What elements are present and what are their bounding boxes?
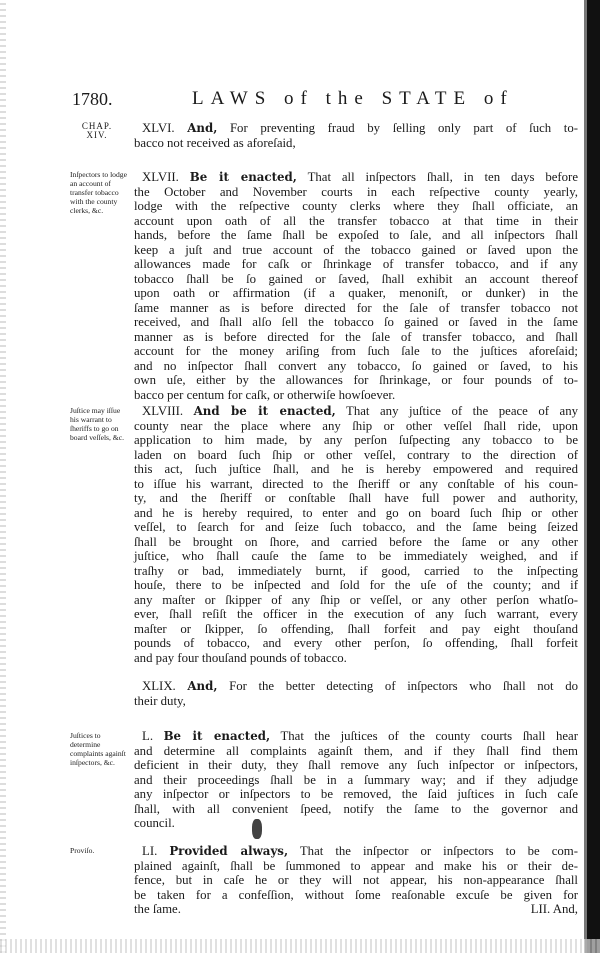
section-number: LI. bbox=[142, 844, 158, 858]
line-text: to iſſue his warrant, directed to the ſheriff or any conſtable of his coun- bbox=[134, 476, 578, 491]
text-line bbox=[134, 344, 578, 359]
line-text: received, and ſhall alſo ſell the tobacco ſo gained or ſaved in the ſame bbox=[134, 315, 578, 329]
text-line bbox=[134, 419, 578, 434]
line-text: houſe, there to be inſpected and ſold for the uſe of the county; and if bbox=[134, 578, 578, 592]
text-line bbox=[134, 578, 578, 593]
line-text: bacco not received as aforeſaid, bbox=[134, 135, 296, 150]
line-text: keep a juſt and true account of the tobacco gained or ſaved upon the bbox=[134, 242, 578, 257]
line-text: ſhall, with all convenient ſpeed, notify the ſame to the governor and bbox=[134, 801, 578, 816]
line-text: fence, but in caſe he or they will not appear, his non-appearance ſhall bbox=[134, 873, 578, 887]
line-text: ſame manner as is before directed for the ſale of transfer tobacco not bbox=[134, 300, 578, 315]
text-line bbox=[134, 228, 578, 243]
line-text: own uſe, either by the allowances for ſhrinkage, or four pounds of to- bbox=[134, 373, 578, 387]
text-line bbox=[134, 359, 578, 374]
text-line bbox=[134, 535, 578, 550]
scan-edge-right bbox=[584, 0, 600, 953]
text-line bbox=[134, 199, 578, 214]
text-line bbox=[134, 622, 578, 637]
running-title: LAWS of the STATE of bbox=[192, 88, 514, 109]
text-line bbox=[134, 121, 578, 136]
text-line bbox=[134, 286, 578, 301]
text-line bbox=[134, 902, 181, 917]
section-number: XLVII. bbox=[142, 170, 179, 184]
text-line bbox=[134, 636, 578, 651]
line-text: deficient in their duty, they ſhall remove any ſuch inſpector or inſpectors, bbox=[134, 758, 578, 772]
line-text: hands, before the ſame ſhall be expoſed to ſale, and all inſpectors ſhall bbox=[134, 228, 578, 242]
line-text: plained againſt, ſhall be ſummoned to appear and make his or their de- bbox=[134, 858, 578, 873]
line-text: For preventing fraud by ſelling only part of ſuch to- bbox=[229, 121, 579, 135]
blackletter-opening: And be it enacted, bbox=[193, 404, 336, 418]
section-number: XLVI. bbox=[142, 121, 175, 135]
line-text: this act, ſuch juſtice ſhall, and he is hereby empowered and required bbox=[134, 462, 578, 476]
catchword: LII. And, bbox=[530, 902, 578, 916]
scan-edge-left bbox=[0, 0, 6, 953]
text-line bbox=[134, 214, 578, 229]
line-text: manner as is before directed for the ſale of transfer tobacco, and ſhall bbox=[134, 329, 578, 344]
line-text: tobacco ſhall be ſo gained or ſaved, ſhall exhibit an account thereof bbox=[134, 271, 578, 286]
line-text: the October and November courts in each reſpective county yearly, bbox=[134, 184, 578, 199]
line-text: maſter or ſkipper, ſo offending, ſhall forfeit and pay eight thouſand bbox=[134, 621, 578, 636]
marginal-note: Juſtices to determine complaints againſt inſpectors, &c. bbox=[70, 731, 126, 767]
chapter-number: XIV. bbox=[86, 130, 108, 140]
line-text: and pay four thouſand pounds of tobacco. bbox=[134, 650, 347, 665]
text-line bbox=[134, 844, 578, 859]
line-text: ty, and the ſheriff or conſtable ſhall have full power and authority, bbox=[134, 491, 578, 505]
text-line bbox=[134, 462, 578, 477]
line-text: any maſter or ſkipper of any ſhip or veſſel, or any other perſon whatſo- bbox=[134, 592, 578, 607]
line-text: be taken for a confeſſion, without ſome reaſonable excuſe be given for bbox=[134, 887, 578, 902]
text-line bbox=[134, 272, 578, 287]
section-l bbox=[134, 729, 578, 831]
line-text: pounds of tobacco, and every other perſon, ſo offending, ſhall forfeit bbox=[134, 636, 578, 650]
text-line bbox=[134, 564, 578, 579]
line-text: laden on board ſuch ſhip or other veſſel, contrary to the direction of bbox=[134, 447, 578, 462]
blackletter-opening: Provided always, bbox=[169, 844, 289, 858]
section-li bbox=[134, 844, 578, 917]
blackletter-opening: And, bbox=[187, 679, 218, 693]
text-line bbox=[134, 744, 578, 759]
section-xlix bbox=[134, 679, 578, 708]
section-number: L. bbox=[142, 729, 154, 743]
line-text: That all inſpectors ſhall, in ten days before bbox=[307, 170, 579, 184]
text-line bbox=[134, 477, 578, 492]
line-text: allowances made for caſk or ſhrinkage of transfer tobacco, and if any bbox=[134, 257, 578, 271]
section-xlviii bbox=[134, 404, 578, 665]
page-year: 1780. bbox=[72, 89, 113, 109]
line-text: council. bbox=[134, 816, 175, 830]
text-line bbox=[134, 373, 578, 388]
line-text: veſſel, to ſearch for and ſeize ſuch tobacco, and the ſame being ſeized bbox=[134, 520, 578, 534]
marginal-note: Inſpectors to lodge an account of transfer tobacco with the county clerks, &c. bbox=[70, 170, 127, 215]
text-line bbox=[134, 593, 578, 608]
text-line bbox=[134, 506, 578, 521]
text-line bbox=[134, 888, 578, 903]
blackletter-opening: Be it enacted, bbox=[189, 170, 297, 184]
text-line bbox=[134, 388, 395, 403]
blackletter-opening: And, bbox=[187, 121, 218, 135]
line-text: the ſame. bbox=[134, 902, 181, 916]
text-line bbox=[134, 448, 578, 463]
line-text: traſhy or bad, immediately burnt, if good, carried to the inſpecting bbox=[134, 563, 578, 578]
marginal-note: Proviſo. bbox=[70, 846, 95, 855]
section-xlvii bbox=[134, 170, 578, 402]
line-text: juſtice, who ſhall cauſe the ſame to be immediately weighed, and if bbox=[134, 549, 578, 563]
chapter-word: CHAP. bbox=[81, 121, 113, 131]
text-line bbox=[134, 257, 578, 272]
text-line bbox=[134, 651, 347, 666]
text-line bbox=[134, 315, 578, 330]
line-text: account upon oath of all the transfer tobacco at that time in their bbox=[134, 213, 578, 228]
line-text: bacco per centum for caſk, or otherwiſe howſoever. bbox=[134, 387, 396, 402]
text-line bbox=[134, 816, 175, 831]
line-text: their duty, bbox=[134, 693, 186, 708]
text-line bbox=[134, 694, 186, 709]
text-line bbox=[134, 243, 578, 258]
line-text: For the better detecting of inſpectors who ſhall not do bbox=[229, 679, 578, 693]
line-text: ſhall be brought on ſhore, and carried before the ſame or any other bbox=[134, 534, 578, 549]
text-line bbox=[134, 679, 578, 694]
section-number: XLIX. bbox=[142, 679, 176, 693]
text-line bbox=[134, 873, 578, 888]
scan-edge-bottom bbox=[0, 939, 600, 953]
text-line bbox=[134, 433, 578, 448]
text-line bbox=[134, 520, 578, 535]
line-text: and he is hereby required, to enter and go on board ſuch ſhip or other bbox=[134, 505, 578, 520]
ink-blot bbox=[252, 819, 262, 839]
line-text: and their proceedings ſhall be in a ſummary way; and if they adjudge bbox=[134, 772, 578, 787]
line-text: application to him made, by any perſon ſuſpecting any tobacco to be bbox=[134, 433, 578, 447]
line-text: That the inſpector or inſpectors to be com- bbox=[299, 844, 579, 858]
text-line bbox=[134, 787, 578, 802]
text-line bbox=[134, 773, 578, 788]
line-text: and no inſpector ſhall convert any tobacco, ſo gained or ſaved, to his bbox=[134, 358, 578, 373]
line-text: upon oath or affirmation (if a quaker, menoniſt, or dunker) in the bbox=[134, 286, 578, 300]
text-line bbox=[134, 607, 578, 622]
text-line bbox=[134, 549, 578, 564]
text-line bbox=[134, 301, 578, 316]
line-text: any inſpector or inſpectors to be removed, the ſaid juſtices in ſuch caſe bbox=[134, 787, 578, 801]
page-header bbox=[72, 88, 572, 110]
text-line bbox=[134, 404, 578, 419]
chapter-label bbox=[72, 122, 122, 140]
text-line bbox=[134, 136, 296, 151]
text-line bbox=[134, 802, 578, 817]
text-line bbox=[134, 729, 578, 744]
line-text: lodge with the reſpective county clerks where they ſhall officiate, an bbox=[134, 199, 578, 213]
text-line bbox=[134, 330, 578, 345]
line-text: account for the money ariſing from ſuch ſale to the juſtices aforeſaid; bbox=[134, 344, 578, 358]
section-number: XLVIII. bbox=[142, 404, 184, 418]
line-text: and determine all complaints againſt them, and if they ſhall find them bbox=[134, 743, 578, 758]
line-text: county near the place where any ſhip or other veſſel ſhall ride, upon bbox=[134, 418, 578, 433]
text-line bbox=[134, 758, 578, 773]
text-line bbox=[134, 170, 578, 185]
line-text: That the juſtices of the county courts ſhall hear bbox=[280, 729, 578, 743]
text-line bbox=[134, 491, 578, 506]
line-text: That any juſtice of the peace of any bbox=[346, 404, 579, 418]
line-text: ever, ſhall reſiſt the officer in the execution of any ſuch warrant, every bbox=[134, 607, 578, 621]
marginal-note: Juſtice may iſſue his warrant to ſheriffs to go on board veſſels, &c. bbox=[70, 406, 124, 442]
section-xlvi bbox=[134, 121, 578, 150]
text-line bbox=[134, 185, 578, 200]
blackletter-opening: Be it enacted, bbox=[163, 729, 271, 743]
text-line bbox=[134, 859, 578, 874]
